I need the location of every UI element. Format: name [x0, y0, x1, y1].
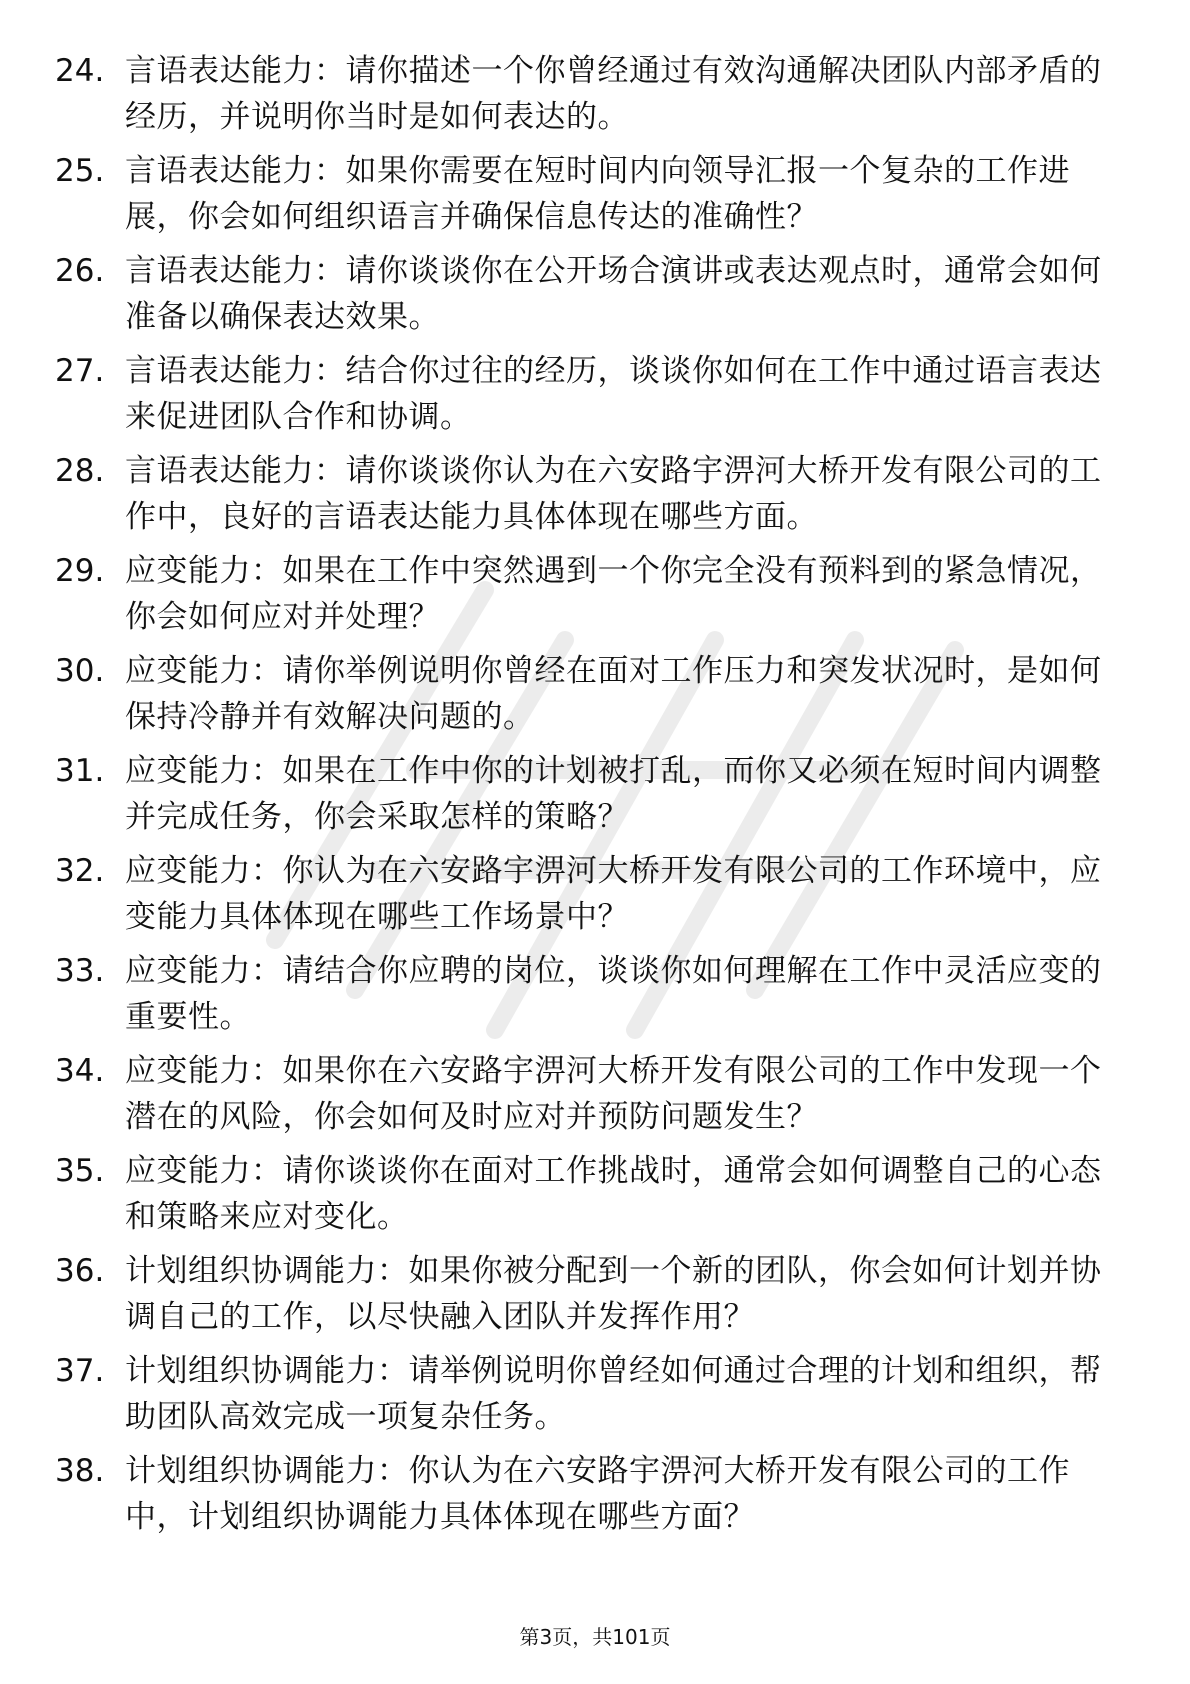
question-number: 33. — [55, 953, 105, 989]
question-text: 应变能力：请你谈谈你在面对工作挑战时，通常会如何调整自己的心态和策略来应对变化。 — [125, 1153, 1102, 1235]
question-number: 37. — [55, 1353, 105, 1389]
question-number: 24. — [55, 53, 105, 89]
question-item — [55, 1148, 1115, 1240]
question-number: 34. — [55, 1053, 105, 1089]
question-text: 应变能力：请你举例说明你曾经在面对工作压力和突发状况时，是如何保持冷静并有效解决问题的。 — [125, 653, 1102, 735]
question-number: 32. — [55, 853, 105, 889]
question-text: 言语表达能力：请你描述一个你曾经通过有效沟通解决团队内部矛盾的经历，并说明你当时是如何表达的。 — [125, 53, 1102, 135]
question-text: 应变能力：如果在工作中你的计划被打乱，而你又必须在短时间内调整并完成任务，你会采取怎样的策略？ — [125, 753, 1102, 835]
question-item — [55, 348, 1115, 440]
question-number: 38. — [55, 1453, 105, 1489]
question-text: 言语表达能力：结合你过往的经历，谈谈你如何在工作中通过语言表达来促进团队合作和协调。 — [125, 353, 1102, 435]
question-number: 29. — [55, 553, 105, 589]
question-text: 言语表达能力：请你谈谈你在公开场合演讲或表达观点时，通常会如何准备以确保表达效果。 — [125, 253, 1102, 335]
question-text: 言语表达能力：请你谈谈你认为在六安路宇淠河大桥开发有限公司的工作中，良好的言语表达能力具体体现在哪些方面。 — [125, 453, 1102, 535]
question-number: 26. — [55, 253, 105, 289]
question-item — [55, 48, 1115, 140]
question-number: 28. — [55, 453, 105, 489]
question-item — [55, 448, 1115, 540]
question-text: 应变能力：你认为在六安路宇淠河大桥开发有限公司的工作环境中，应变能力具体体现在哪些工作场景中？ — [125, 853, 1102, 935]
question-text: 言语表达能力：如果你需要在短时间内向领导汇报一个复杂的工作进展，你会如何组织语言并确保信息传达的准确性？ — [125, 153, 1070, 235]
question-text: 应变能力：请结合你应聘的岗位，谈谈你如何理解在工作中灵活应变的重要性。 — [125, 953, 1102, 1035]
question-item — [55, 148, 1115, 240]
question-list — [55, 48, 1115, 1548]
question-item — [55, 748, 1115, 840]
question-item — [55, 948, 1115, 1040]
question-text: 计划组织协调能力：请举例说明你曾经如何通过合理的计划和组织，帮助团队高效完成一项复杂任务。 — [125, 1353, 1102, 1435]
question-number: 35. — [55, 1153, 105, 1189]
question-item — [55, 1348, 1115, 1440]
question-item — [55, 248, 1115, 340]
question-item — [55, 648, 1115, 740]
question-number: 31. — [55, 753, 105, 789]
question-item — [55, 848, 1115, 940]
question-text: 应变能力：如果你在六安路宇淠河大桥开发有限公司的工作中发现一个潜在的风险，你会如何及时应对并预防问题发生？ — [125, 1053, 1102, 1135]
question-text: 计划组织协调能力：如果你被分配到一个新的团队，你会如何计划并协调自己的工作，以尽快融入团队并发挥作用？ — [125, 1253, 1102, 1335]
question-number: 27. — [55, 353, 105, 389]
question-item — [55, 1248, 1115, 1340]
question-text: 应变能力：如果在工作中突然遇到一个你完全没有预料到的紧急情况，你会如何应对并处理？ — [125, 553, 1102, 635]
page-number-label: 第3页，共101页 — [519, 1625, 671, 1649]
question-item — [55, 1448, 1115, 1540]
page-footer — [0, 1625, 1190, 1649]
question-number: 25. — [55, 153, 105, 189]
question-text: 计划组织协调能力：你认为在六安路宇淠河大桥开发有限公司的工作中，计划组织协调能力具体体现在哪些方面？ — [125, 1453, 1070, 1535]
question-item — [55, 548, 1115, 640]
question-number: 30. — [55, 653, 105, 689]
question-number: 36. — [55, 1253, 105, 1289]
question-item — [55, 1048, 1115, 1140]
